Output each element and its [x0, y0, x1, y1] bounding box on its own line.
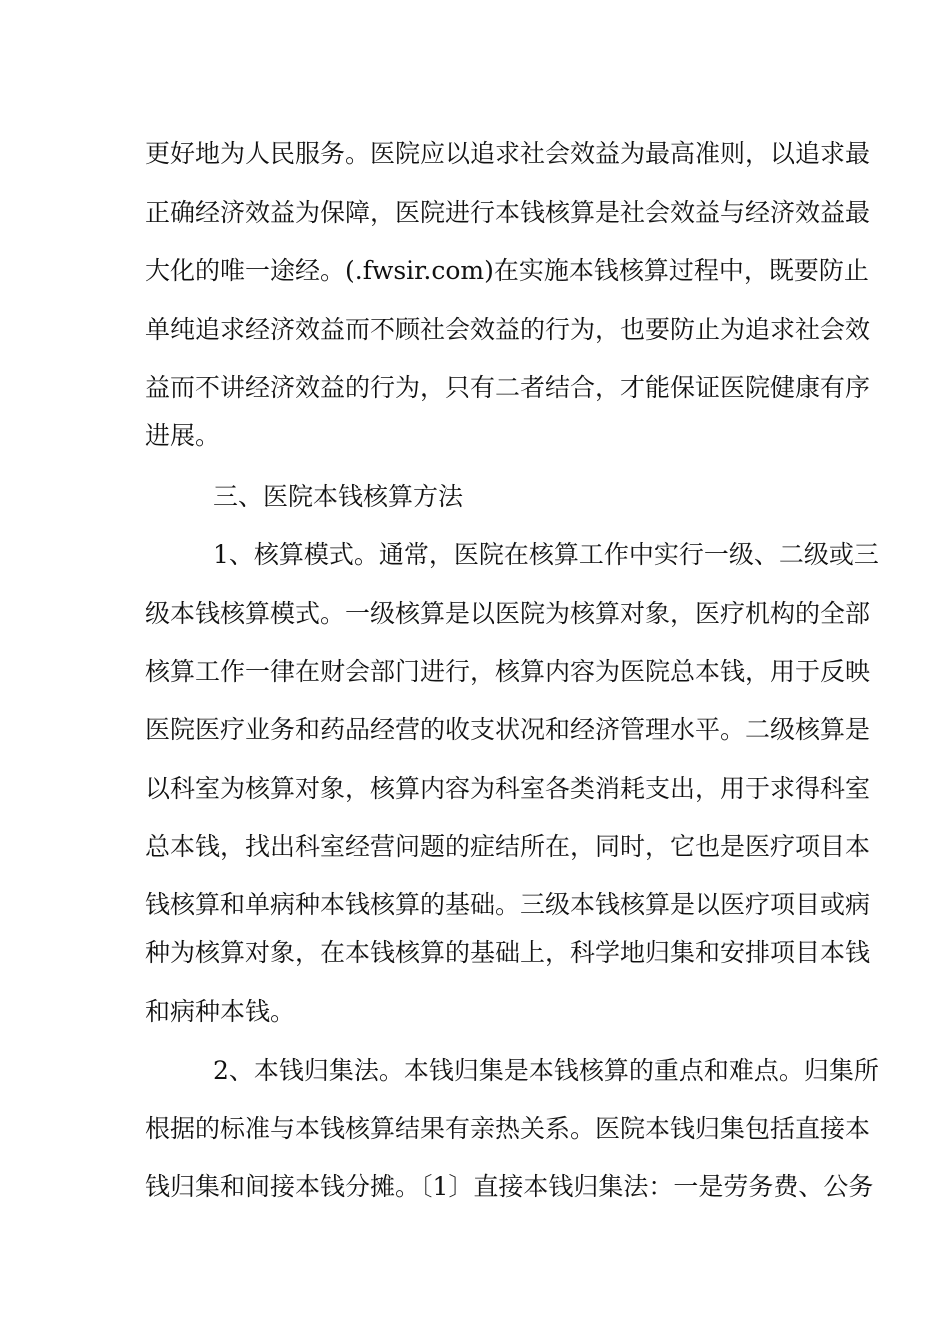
paragraph-line: 2、本钱归集法。本钱归集是本钱核算的重点和难点。归集所: [213, 1056, 879, 1085]
paragraph-line: 核算工作一律在财会部门进行，核算内容为医院总本钱，用于反映: [145, 657, 871, 686]
paragraph-line: 单纯追求经济效益而不顾社会效益的行为，也要防止为追求社会效: [145, 315, 871, 344]
paragraph-line: 大化的唯一途经。(.fwsir.com)在实施本钱核算过程中，既要防止: [145, 256, 869, 285]
paragraph-line: 进展。: [145, 421, 221, 450]
paragraph-line: 1、核算模式。通常，医院在核算工作中实行一级、二级或三: [213, 540, 879, 569]
paragraph-line: 以科室为核算对象，核算内容为科室各类消耗支出，用于求得科室: [145, 774, 871, 803]
paragraph-line: 更好地为人民服务。医院应以追求社会效益为最高准则，以追求最: [145, 139, 871, 168]
paragraph-line: 根据的标准与本钱核算结果有亲热关系。医院本钱归集包括直接本: [145, 1114, 871, 1143]
paragraph-line: 级本钱核算模式。一级核算是以医院为核算对象，医疗机构的全部: [145, 599, 871, 628]
paragraph-line: 和病种本钱。: [145, 997, 296, 1026]
paragraph-line: 钱归集和间接本钱分摊。〔1〕直接本钱归集法：一是劳务费、公务: [145, 1172, 874, 1201]
paragraph-line: 正确经济效益为保障，医院进行本钱核算是社会效益与经济效益最: [145, 198, 871, 227]
section-heading: 三、医院本钱核算方法: [213, 482, 464, 511]
paragraph-line: 医院医疗业务和药品经营的收支状况和经济管理水平。二级核算是: [145, 715, 871, 744]
paragraph-line: 钱核算和单病种本钱核算的基础。三级本钱核算是以医疗项目或病: [145, 890, 871, 919]
paragraph-line: 种为核算对象，在本钱核算的基础上，科学地归集和安排项目本钱: [145, 938, 871, 967]
paragraph-line: 益而不讲经济效益的行为，只有二者结合，才能保证医院健康有序: [145, 373, 871, 402]
paragraph-line: 总本钱，找出科室经营问题的症结所在，同时，它也是医疗项目本: [145, 832, 871, 861]
